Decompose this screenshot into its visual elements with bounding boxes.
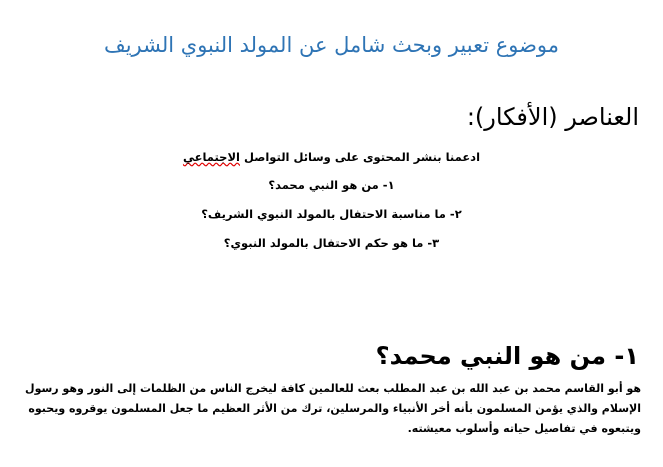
intro-line xyxy=(0,148,663,166)
section-heading: ١- من هو النبي محمد؟ xyxy=(375,341,639,370)
intro-text: ادعمنا بنشر المحتوى على وسائل التواصل xyxy=(243,150,481,164)
section-paragraph: هو أبو القاسم محمد بن عبد الله بن عبد المطلب بعث للعالمين كافة ليخرج الناس من الظلمات إلى النور وهو رسول الإسلام والذي يؤمن المسلمون بأنه أخر الأنبياء والمرسلين، ترك من الأثر العظيم ما جعل المسلمون يوقروه ويحبوه ويتبعوه في تفاصيل حياته وأسلوب معيشته. xyxy=(25,382,641,435)
intro-underlined-word: الاجتماعي xyxy=(182,150,240,164)
list-item: ١- من هو النبي محمد؟ xyxy=(268,178,395,192)
elements-heading: العناصر (الأفكار): xyxy=(466,102,639,131)
list-item: ٢- ما مناسبة الاحتفال بالمولد النبوي الشريف؟ xyxy=(201,207,462,221)
list-item: ٣- ما هو حكم الاحتفال بالمولد النبوي؟ xyxy=(223,236,440,250)
document-title: موضوع تعبير وبحث شامل عن المولد النبوي الشريف xyxy=(103,33,560,58)
elements-list xyxy=(0,176,663,263)
